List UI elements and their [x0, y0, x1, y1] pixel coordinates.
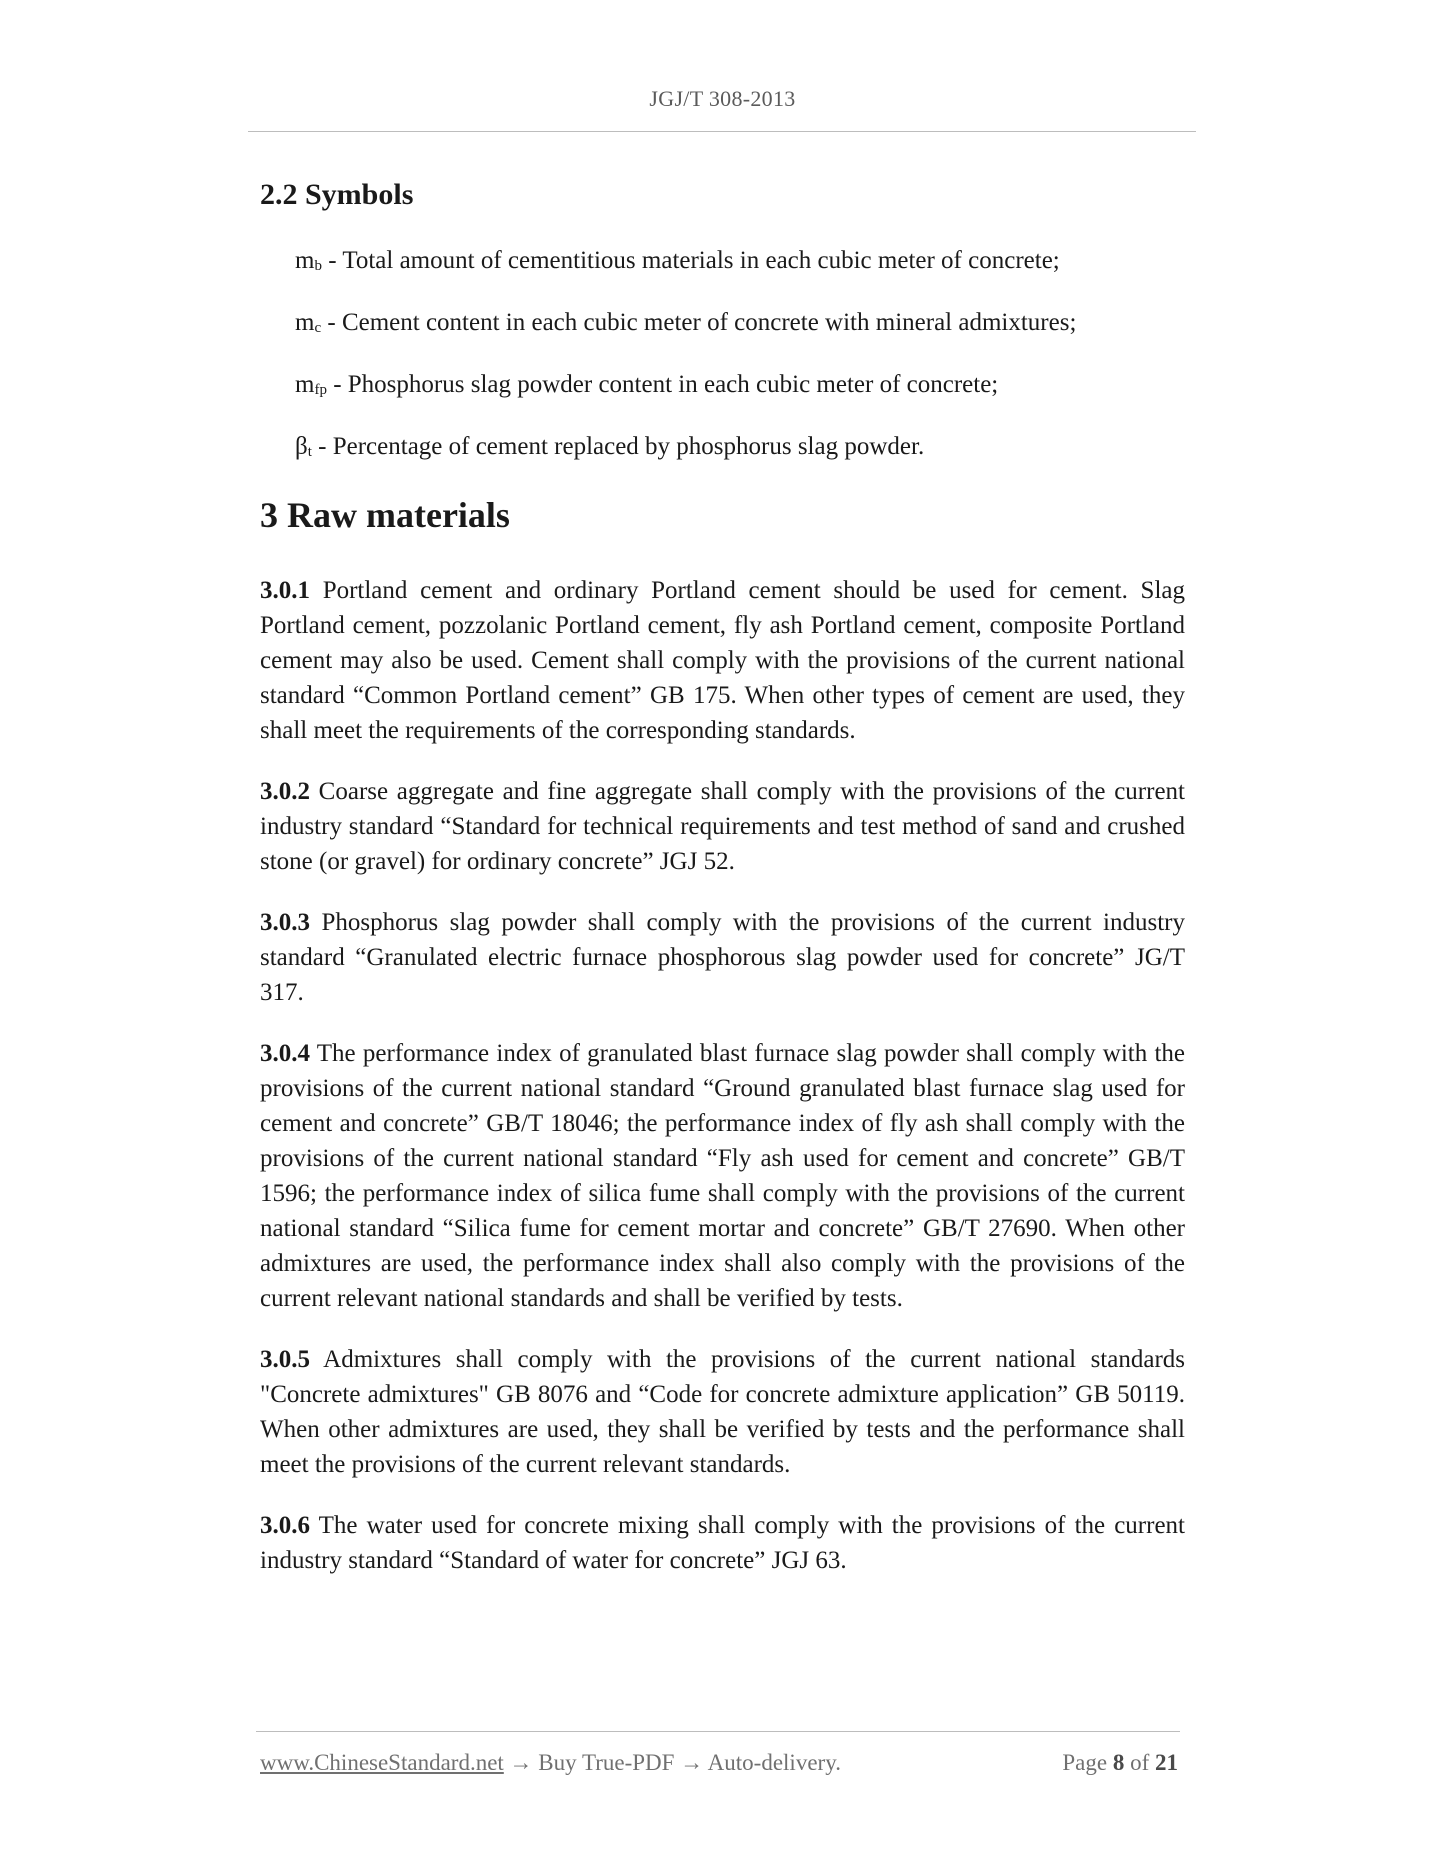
- auto-delivery-text: Auto-delivery.: [707, 1750, 841, 1775]
- header-divider: [248, 131, 1196, 132]
- clause-paragraph: 3.0.6 The water used for concrete mixing shall comply with the provisions of the current industry standard “Standard of water for concrete” JGJ 63.: [260, 1512, 1185, 1574]
- total-page-number: 21: [1155, 1750, 1178, 1775]
- symbols-list: [295, 245, 1185, 463]
- clause-paragraph: 3.0.3 Phosphorus slag powder shall comply with the provisions of the current industry standard “Granulated electric furnace phosphorous slag powder used for concrete” JG/T 317.: [260, 909, 1185, 1006]
- clause-number: 3.0.5: [260, 1346, 310, 1373]
- clause-paragraph: 3.0.1 Portland cement and ordinary Portland cement should be used for cement. Slag Portland cement, pozzolanic Portland cement, fly ash Portland cement, composite Portland cement may also be used. Cement shall comply with the provisions of the current national standard “Common Portland cement” GB 175. When other types of cement are used, they shall meet the requirements of the corresponding standards.: [260, 577, 1185, 744]
- clause-paragraph: 3.0.2 Coarse aggregate and fine aggregate shall comply with the provisions of the current industry standard “Standard for technical requirements and test method of sand and crushed stone (or gravel) for ordinary concrete” JGJ 52.: [260, 778, 1185, 875]
- current-page-number: 8: [1112, 1750, 1125, 1775]
- website-link[interactable]: www.ChineseStandard.net: [260, 1750, 504, 1775]
- buy-pdf-text: Buy True-PDF: [538, 1750, 675, 1775]
- of-label: of: [1130, 1750, 1150, 1775]
- section-title-symbols: 2.2 Symbols: [260, 178, 414, 211]
- clause-number: 3.0.2: [260, 778, 310, 805]
- page-content: [260, 175, 1185, 1604]
- clause-number: 3.0.4: [260, 1040, 310, 1067]
- page-header: [0, 86, 1445, 112]
- arrow-right-icon: →: [680, 1750, 704, 1775]
- symbol-item: $\beta_t$ - Percentage of cement replaced by phosphorus slag powder.: [295, 433, 925, 460]
- clause-paragraph: 3.0.4 The performance index of granulated blast furnace slag powder shall comply with the provisions of the current national standard “Ground granulated blast furnace slag used for cement and concrete” GB/T 18046; the performance index of fly ash shall comply with the provisions of the current national standard “Fly ash used for cement and concrete” GB/T 1596; the performance index of silica fume shall comply with the provisions of the current national standard “Silica fume for cement mortar and concrete” GB/T 27690. When other admixtures are used, the performance index shall also comply with the provisions of the current relevant national standards and shall be verified by tests.: [260, 1040, 1185, 1312]
- symbol-item: $m_b$ - Total amount of cementitious materials in each cubic meter of concrete;: [295, 247, 1060, 274]
- symbol-item: $m_c$ - Cement content in each cubic meter of concrete with mineral admixtures;: [295, 309, 1077, 336]
- clause-number: 3.0.3: [260, 909, 310, 936]
- page-counter: [1062, 1750, 1178, 1776]
- clause-number: 3.0.6: [260, 1512, 310, 1539]
- doc-id: JGJ/T 308-2013: [649, 86, 796, 111]
- footer-promo: [260, 1750, 841, 1776]
- clause-paragraph: 3.0.5 Admixtures shall comply with the provisions of the current national standards "Concrete admixtures" GB 8076 and “Code for concrete admixture application” GB 50119. When other admixtures are used, they shall be verified by tests and the performance shall meet the provisions of the current relevant standards.: [260, 1346, 1185, 1478]
- page-label: Page: [1062, 1750, 1108, 1775]
- arrow-right-icon: →: [509, 1750, 533, 1775]
- footer-divider: [256, 1731, 1180, 1732]
- chapter-title-raw-materials: 3 Raw materials: [260, 495, 510, 535]
- clause-number: 3.0.1: [260, 577, 310, 604]
- symbol-item: $m_{fp}$ - Phosphorus slag powder content in each cubic meter of concrete;: [295, 371, 999, 398]
